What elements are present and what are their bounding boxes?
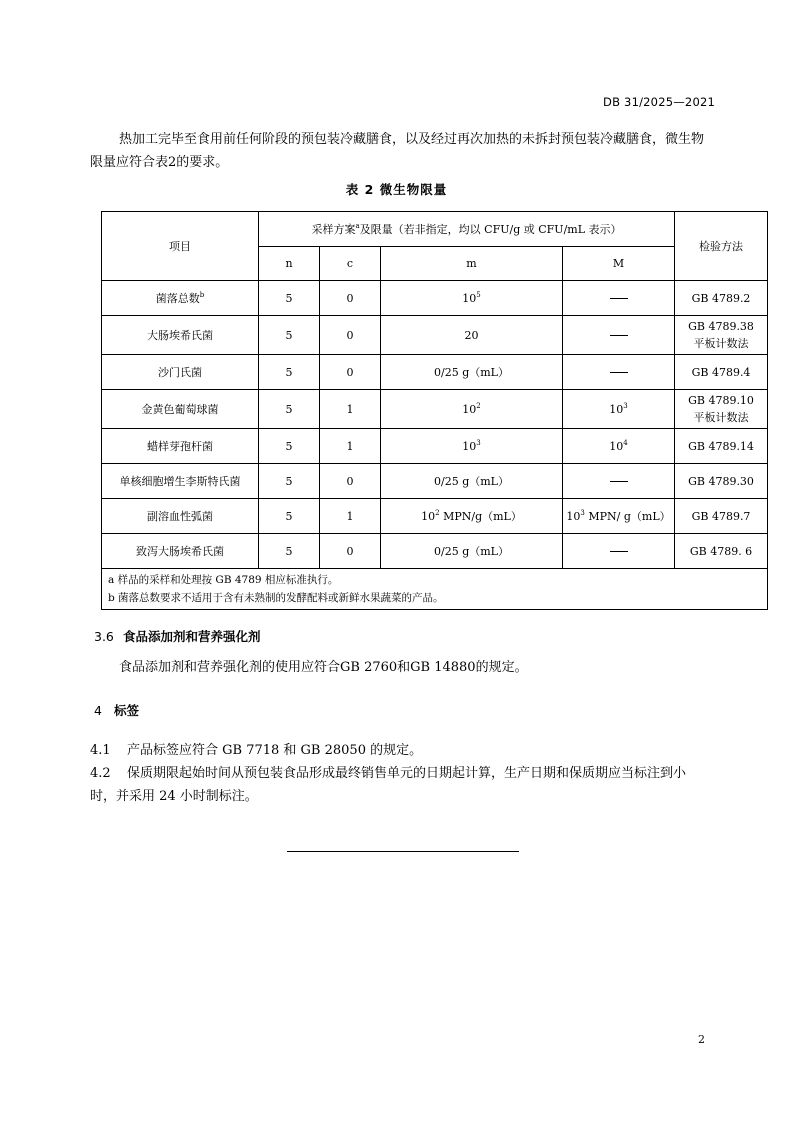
clause-4-1 (90, 739, 707, 762)
table-row (102, 316, 768, 355)
section-3-6-heading (94, 627, 261, 645)
intro-paragraph: 热加工完毕至食用前任何阶段的预包装冷藏膳食，以及经过再次加热的未拆封预包装冷藏膳食，微生物限量应符合表2的要求。 (90, 132, 705, 170)
row-method: GB 4789.4 (675, 355, 768, 390)
table-notes-row (102, 569, 768, 610)
document-code: DB 31/2025—2021 (603, 95, 715, 109)
row-n: 5 (259, 534, 320, 569)
row-n: 5 (259, 429, 320, 464)
row-n: 5 (259, 281, 320, 316)
row-m: 0/25 g（mL） (381, 534, 563, 569)
clause-text: 保质期限起始时间从预包装食品形成最终销售单元的日期起计算，生产日期和保质期应当标注到小时，并采用 24 小时制标注。 (90, 766, 687, 804)
dash-mark (610, 551, 628, 552)
header-sampling-plan: 采样方案$^a$及限量（若非指定，均以 CFU/g 或 CFU/mL 表示） (259, 212, 675, 247)
dash-mark (610, 298, 628, 299)
header-method: 检验方法 (675, 212, 768, 281)
row-item: 致泻大肠埃希氏菌 (102, 534, 259, 569)
table-header-row (102, 212, 768, 247)
row-n: 5 (259, 464, 320, 499)
header-m: m (381, 247, 563, 281)
section-3-6-text: 食品添加剂和营养强化剂的使用应符合GB 2760和GB 14880的规定。 (119, 660, 528, 675)
section-title: 标签 (114, 703, 140, 718)
row-M (563, 464, 675, 499)
row-item: 菌落总数$^b$ (102, 281, 259, 316)
table-row (102, 429, 768, 464)
row-item: 沙门氏菌 (102, 355, 259, 390)
table-row (102, 499, 768, 534)
row-c: 1 (320, 499, 381, 534)
row-c: 0 (320, 316, 381, 355)
section-title: 食品添加剂和营养强化剂 (123, 629, 261, 644)
row-m: $10^3$ (381, 429, 563, 464)
end-rule (287, 851, 519, 852)
row-m: $10^2$ MPN/g（mL） (381, 499, 563, 534)
table-title: 表 2 微生物限量 (345, 182, 448, 197)
table-row (102, 464, 768, 499)
clause-text: 产品标签应符合 GB 7718 和 GB 28050 的规定。 (127, 743, 423, 758)
row-n: 5 (259, 316, 320, 355)
row-c: 0 (320, 464, 381, 499)
row-method: GB 4789. 6 (675, 534, 768, 569)
table-row (102, 390, 768, 429)
row-M: $10^3$ MPN/ g（mL） (563, 499, 675, 534)
clause-number: 4.2 (90, 766, 111, 781)
row-method: GB 4789.38 平板计数法 (675, 316, 768, 355)
dash-mark (610, 481, 628, 482)
row-method: GB 4789.14 (675, 429, 768, 464)
row-M (563, 316, 675, 355)
row-item: 蜡样芽孢杆菌 (102, 429, 259, 464)
row-item: 单核细胞增生李斯特氏菌 (102, 464, 259, 499)
row-c: 1 (320, 390, 381, 429)
row-c: 0 (320, 534, 381, 569)
row-item: 大肠埃希氏菌 (102, 316, 259, 355)
note-a: a 样品的采样和处理按 GB 4789 相应标准执行。 (108, 574, 339, 586)
row-M (563, 355, 675, 390)
row-method: GB 4789.2 (675, 281, 768, 316)
clause-4-2 (90, 762, 707, 808)
row-m: $10^5$ (381, 281, 563, 316)
row-method: GB 4789.10 平板计数法 (675, 390, 768, 429)
row-n: 5 (259, 390, 320, 429)
row-M (563, 534, 675, 569)
row-M: $10^3$ (563, 390, 675, 429)
table-row (102, 355, 768, 390)
row-n: 5 (259, 499, 320, 534)
note-b: b 菌落总数要求不适用于含有未熟制的发酵配料或新鲜水果蔬菜的产品。 (108, 592, 444, 604)
row-m: 0/25 g（mL） (381, 464, 563, 499)
header-n: n (259, 247, 320, 281)
row-c: 0 (320, 355, 381, 390)
row-item: 金黄色葡萄球菌 (102, 390, 259, 429)
section-number: 4 (94, 703, 102, 718)
clause-number: 4.1 (90, 743, 111, 758)
table-row (102, 534, 768, 569)
row-m: 20 (381, 316, 563, 355)
header-item: 项目 (102, 212, 259, 281)
row-M (563, 281, 675, 316)
table-notes (102, 569, 768, 610)
microbial-limits-table (101, 211, 768, 610)
row-c: 1 (320, 429, 381, 464)
row-method: GB 4789.7 (675, 499, 768, 534)
dash-mark (610, 372, 628, 373)
section-4-heading (94, 701, 139, 719)
row-method: GB 4789.30 (675, 464, 768, 499)
page-number: 2 (698, 1033, 705, 1046)
row-m: 0/25 g（mL） (381, 355, 563, 390)
row-M: $10^4$ (563, 429, 675, 464)
row-n: 5 (259, 355, 320, 390)
header-c: c (320, 247, 381, 281)
dash-mark (610, 335, 628, 336)
table-row (102, 281, 768, 316)
section-number: 3.6 (94, 629, 114, 644)
row-item: 副溶血性弧菌 (102, 499, 259, 534)
header-M: M (563, 247, 675, 281)
row-c: 0 (320, 281, 381, 316)
row-m: $10^2$ (381, 390, 563, 429)
